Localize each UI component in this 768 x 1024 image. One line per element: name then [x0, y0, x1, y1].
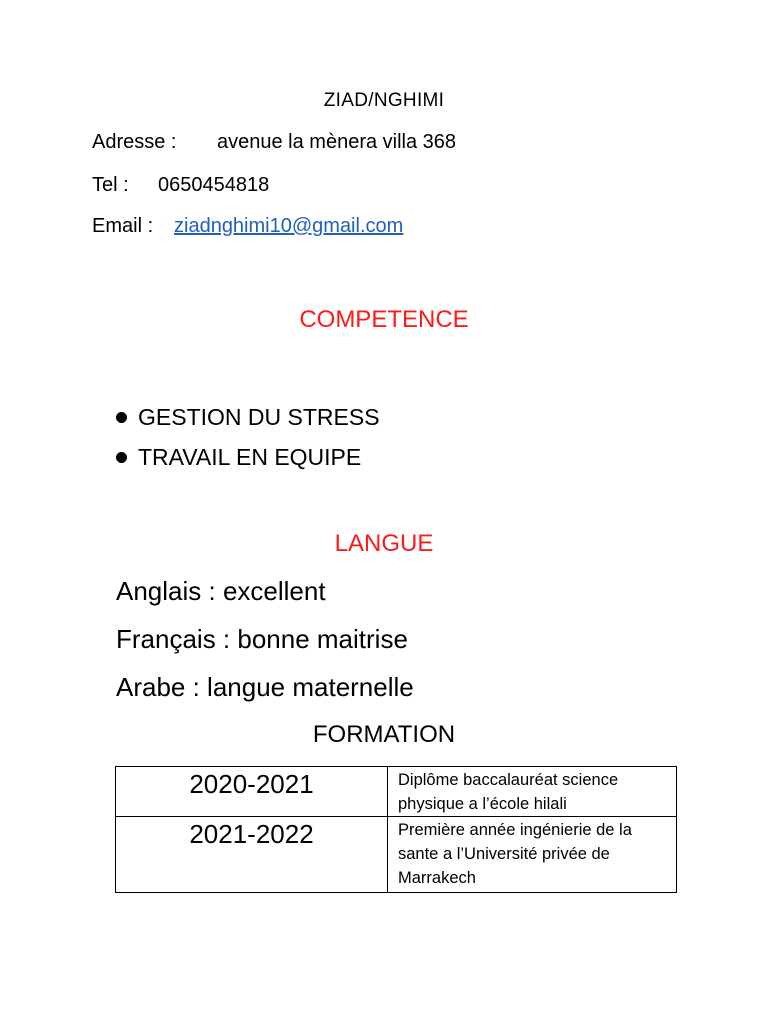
formation-year: 2021-2022	[116, 817, 388, 893]
competence-item-label: GESTION DU STRESS	[138, 404, 380, 430]
langue-title: LANGUE	[334, 530, 434, 557]
cv-name: ZIAD/NGHIMI	[323, 90, 445, 111]
competence-title: COMPETENCE	[299, 306, 469, 333]
formation-description: Première année ingénierie de la sante a l’Université privée de Marrakech	[388, 817, 677, 893]
email-link[interactable]: ziadnghimi10@gmail.com	[174, 215, 404, 237]
competence-item	[112, 397, 380, 437]
table-row	[116, 817, 677, 893]
table-row	[116, 767, 677, 817]
langue-line-francais: Français : bonne maitrise	[116, 624, 408, 654]
address-value: avenue la mènera villa 368	[217, 131, 457, 153]
competence-item-label: TRAVAIL EN EQUIPE	[138, 444, 362, 470]
tel-value: 0650454818	[158, 174, 270, 196]
competence-item	[112, 437, 380, 477]
tel-label: Tel :	[92, 174, 129, 196]
competence-list	[112, 397, 380, 477]
bullet-icon	[116, 412, 127, 423]
address-label: Adresse :	[92, 131, 177, 153]
email-label: Email :	[92, 215, 154, 237]
langue-line-arabe: Arabe : langue maternelle	[116, 672, 414, 702]
formation-table	[115, 766, 677, 893]
bullet-icon	[116, 452, 127, 463]
formation-year: 2020-2021	[116, 767, 388, 817]
langue-line-anglais: Anglais : excellent	[116, 576, 326, 606]
formation-title: FORMATION	[312, 721, 456, 748]
formation-description: Diplôme baccalauréat science physique a l’école hilali	[388, 767, 677, 817]
